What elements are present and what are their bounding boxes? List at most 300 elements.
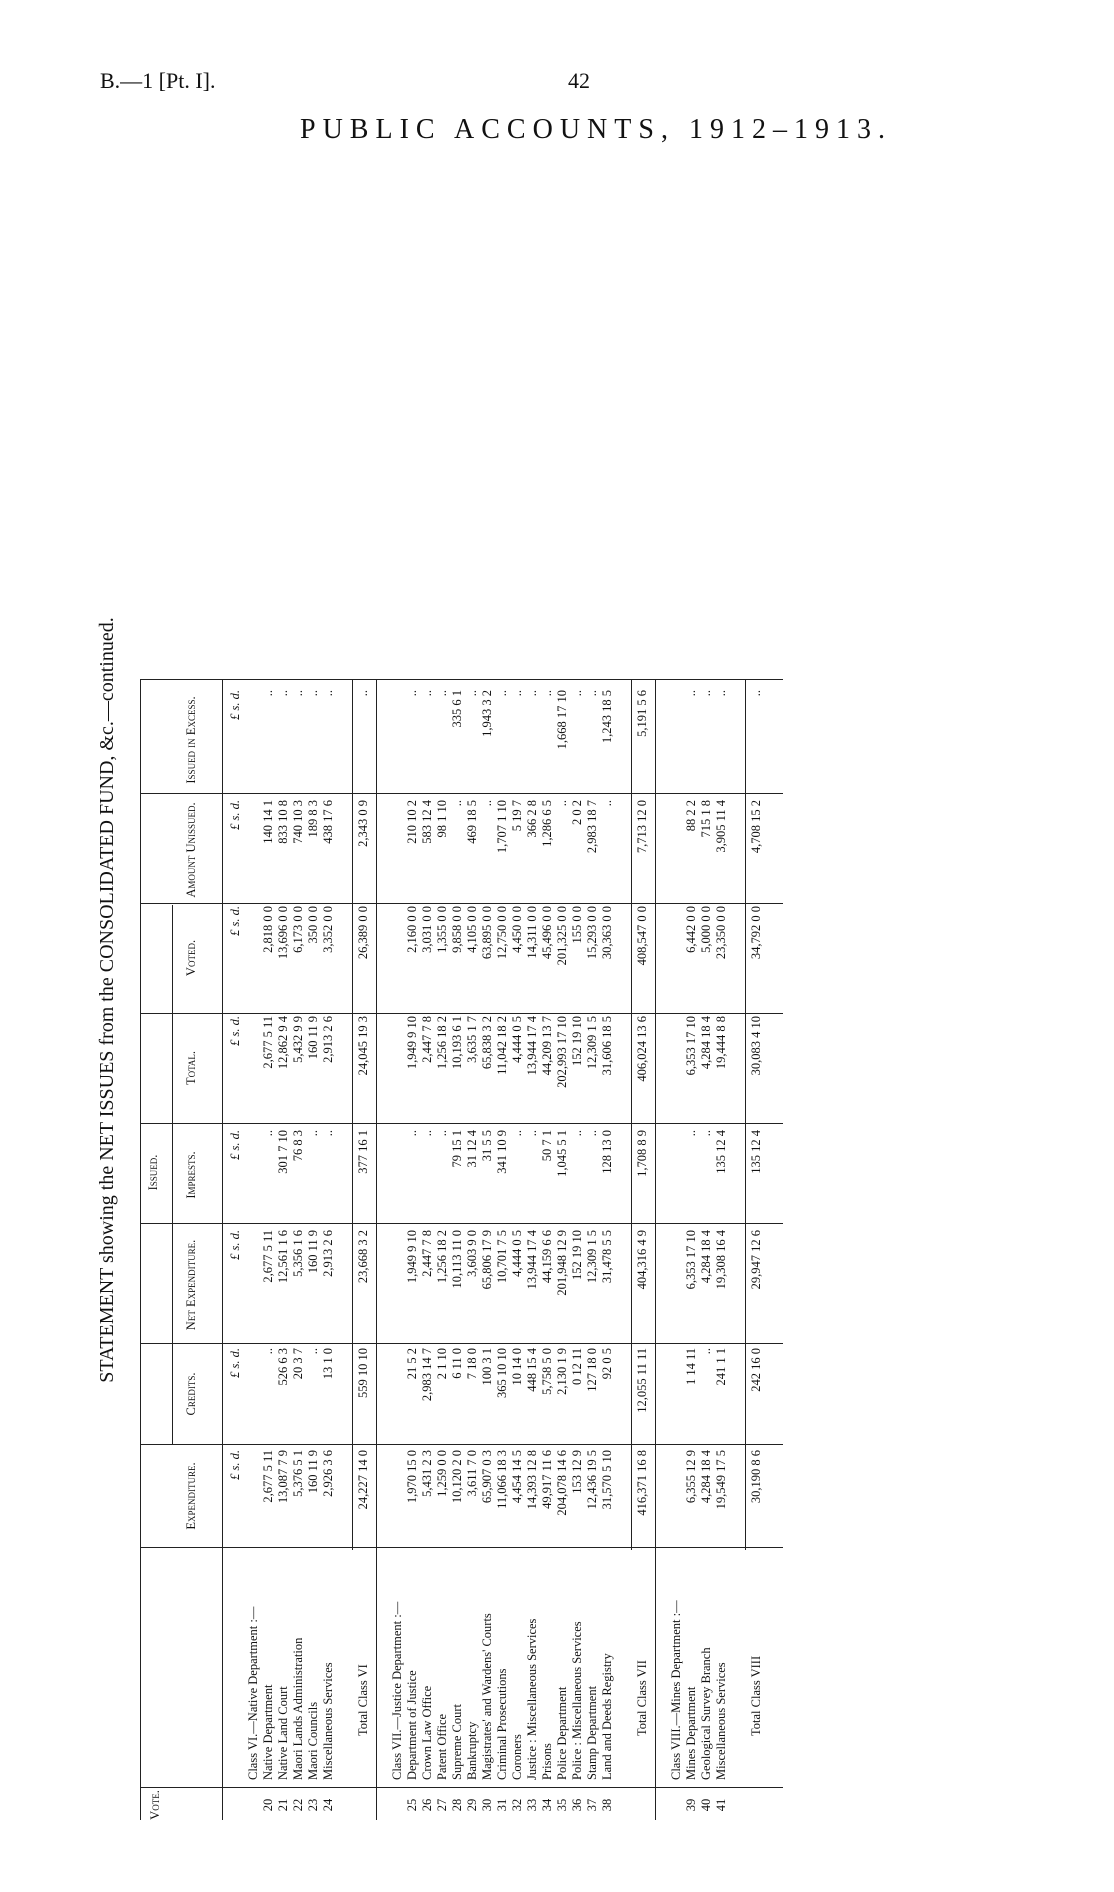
amount-cell: 13,944 17 4 [525,1016,539,1076]
vote-name: Criminal Prosecutions [495,1668,509,1780]
vote-name: Bankruptcy [465,1721,479,1780]
amount-cell: 5,758 5 0 [540,1348,554,1395]
amount-cell: 6,173 0 0 [291,906,305,953]
table-row [420,180,435,1820]
amount-cell: 2 0 2 [570,800,584,825]
vote-name: Mines Department [684,1686,698,1780]
amount-cell: 833 10 8 [276,800,290,844]
amount-cell: 2,447 7 8 [420,1016,434,1063]
vote-name: Magistrates' and Wardens' Courts [480,1613,494,1780]
section-heading: Class VII.—Justice Department :— [390,1601,404,1780]
amount-cell: 14,393 12 8 [525,1450,539,1510]
amount-cell: 13 1 0 [321,1348,335,1380]
class-total-label: Total Class VI [356,1664,370,1736]
class-total-row [749,180,764,1820]
vote-number: 26 [420,1798,434,1812]
amount-cell: 160 11 9 [306,1230,320,1274]
vote-name: Police Department [555,1686,569,1780]
total-amount-cell: 559 10 10 [356,1348,370,1398]
amount-cell: .. [321,690,335,697]
amount-cell: 31,570 5 10 [600,1450,614,1510]
amount-cell: 10,120 2 0 [450,1450,464,1504]
amount-cell: 201,948 12 9 [555,1230,569,1296]
vote-name: Miscellaneous Services [714,1662,728,1780]
amount-cell: .. [405,1130,419,1137]
page-title: PUBLIC ACCOUNTS, 1912–1913. [300,114,892,145]
amount-cell: 12,309 1 5 [585,1230,599,1284]
col-net-expenditure-header: Net Expenditure. [184,1239,198,1331]
amount-cell: 12,561 1 6 [276,1230,290,1284]
class-total-label: Total Class VII [635,1660,649,1736]
units-label: £ s. d. [228,1348,242,1378]
amount-cell: .. [261,1348,275,1355]
statement-caption: STATEMENT showing the NET ISSUES from the CONSOLIDATED FUND, &c.—continued. [96,617,118,1383]
vote-number: 37 [585,1798,599,1812]
column-rule [140,903,783,904]
table-row [600,180,615,1820]
amount-cell: 140 14 1 [261,800,275,844]
total-amount-cell: 29,947 12 6 [749,1230,763,1290]
amount-cell: 31,478 5 5 [600,1230,614,1284]
amount-cell: .. [570,1130,584,1137]
amount-cell: .. [306,1348,320,1355]
amount-cell: 14,311 0 0 [525,906,539,959]
vote-number: 30 [480,1798,494,1812]
amount-cell: 1,970 15 0 [405,1450,419,1504]
amount-cell: 210 10 2 [405,800,419,844]
total-rule [631,680,632,1550]
vote-number: 36 [570,1798,584,1812]
amount-cell: 3,352 0 0 [321,906,335,953]
amount-cell: 88 2 2 [684,800,698,832]
amount-cell: .. [699,1130,713,1137]
amount-cell: 23,350 0 0 [714,906,728,960]
amount-cell: 13,087 7 9 [276,1450,290,1504]
total-amount-cell: 1,708 8 9 [635,1130,649,1177]
units-label: £ s. d. [228,1450,242,1480]
class-total-row [356,180,371,1820]
total-amount-cell: 135 12 4 [749,1130,763,1174]
amount-cell: 12,750 0 0 [495,906,509,960]
table-row [684,180,699,1820]
amount-cell: 15,293 0 0 [585,906,599,960]
col-total-header: Total. [184,1050,198,1086]
amount-cell: .. [684,1130,698,1137]
amount-cell: 740 10 3 [291,800,305,844]
amount-cell: 1,949 9 10 [405,1016,419,1070]
amount-cell: 31,606 18 5 [600,1016,614,1076]
amount-cell: .. [699,690,713,697]
col-excess-header: Issued in Excess. [184,696,198,784]
vote-name: Prisons [540,1743,554,1780]
amount-cell: 4,454 14 5 [510,1450,524,1504]
amount-cell: 135 12 4 [714,1130,728,1174]
column-rule [140,1444,783,1445]
amount-cell: 4,444 0 5 [510,1016,524,1063]
column-rule [140,1123,783,1124]
amount-cell: .. [435,690,449,697]
amount-cell: 335 6 1 [450,690,464,728]
amount-cell: 583 12 4 [420,800,434,844]
amount-cell: 7 18 0 [465,1348,479,1380]
col-voted-header: Voted. [184,939,198,977]
vote-name: Patent Office [435,1713,449,1780]
amount-cell: 5,432 9 9 [291,1016,305,1063]
total-amount-cell: 30,190 8 6 [749,1450,763,1504]
total-amount-cell: .. [356,690,370,697]
table-row [480,180,495,1820]
amount-cell: 19,308 16 4 [714,1230,728,1290]
total-amount-cell: .. [749,690,763,697]
amount-cell: 50 7 1 [540,1130,554,1162]
amount-cell: 30,363 0 0 [600,906,614,960]
total-amount-cell: 408,547 0 0 [635,906,649,966]
amount-cell: 1,259 0 0 [435,1450,449,1497]
amount-cell: 13,696 0 0 [276,906,290,960]
total-amount-cell: 404,316 4 9 [635,1230,649,1290]
amount-cell: .. [420,1130,434,1137]
amount-cell: 204,078 14 6 [555,1450,569,1516]
amount-cell: 448 15 4 [525,1348,539,1392]
vote-number: 34 [540,1798,554,1812]
amount-cell: 4,450 0 0 [510,906,524,953]
vote-number: 38 [600,1798,614,1812]
amount-cell: 715 1 8 [699,800,713,838]
total-amount-cell: 12,055 11 11 [635,1348,649,1413]
amount-cell: .. [525,690,539,697]
amount-cell: 5,376 5 1 [291,1450,305,1497]
total-amount-cell: 23,668 3 2 [356,1230,370,1284]
total-rule [352,680,353,1550]
units-row [228,180,243,1820]
total-amount-cell: 26,389 0 0 [356,906,370,960]
total-amount-cell: 242 16 0 [749,1348,763,1392]
table-row [495,180,510,1820]
issued-subheader-rule [172,905,173,1445]
amount-cell: 6,355 12 9 [684,1450,698,1504]
amount-cell: 2,677 5 11 [261,1016,275,1069]
vote-name: Native Land Court [276,1686,290,1780]
amount-cell: 19,549 17 5 [714,1450,728,1510]
amount-cell: 0 12 11 [570,1348,584,1386]
amount-cell: 5 19 7 [510,800,524,832]
amount-cell: 44,159 6 6 [540,1230,554,1284]
vote-number: 32 [510,1798,524,1812]
amount-cell: 1,668 17 10 [555,690,569,750]
amount-cell: 10 14 0 [510,1348,524,1386]
amount-cell: .. [699,1348,713,1355]
amount-cell: 1,256 18 2 [435,1016,449,1070]
amount-cell: .. [465,690,479,697]
amount-cell: 31 12 4 [465,1130,479,1168]
amount-cell: 153 12 9 [570,1450,584,1494]
amount-cell: 4,444 0 5 [510,1230,524,1277]
amount-cell: 2,447 7 8 [420,1230,434,1277]
section-heading-row [669,180,684,1820]
amount-cell: 1,045 5 1 [555,1130,569,1177]
section-heading-row [246,180,261,1820]
class-total-row [635,180,650,1820]
table-row [435,180,450,1820]
total-amount-cell: 2,343 0 9 [356,800,370,847]
col-credits-header: Credits. [184,1372,198,1416]
amount-cell: 3,635 1 7 [465,1016,479,1063]
vote-name: Coroners [510,1734,524,1780]
amount-cell: .. [600,800,614,807]
amount-cell: 3,603 9 0 [465,1230,479,1277]
vote-number: 25 [405,1798,419,1812]
table-row [570,180,585,1820]
total-amount-cell: 406,024 13 6 [635,1016,649,1082]
total-amount-cell: 24,045 19 3 [356,1016,370,1076]
vote-number: 33 [525,1798,539,1812]
amount-cell: .. [261,690,275,697]
amount-cell: 1,943 3 2 [480,690,494,737]
vote-name: Stamp Department [585,1685,599,1780]
col-imprests-header: Imprests. [184,1151,198,1199]
table-row [465,180,480,1820]
amount-cell: 3,611 7 0 [465,1450,479,1497]
units-label: £ s. d. [228,690,242,720]
vote-number: 27 [435,1798,449,1812]
vote-name: Geological Survey Branch [699,1647,713,1780]
table-row [699,180,714,1820]
vote-name: Native Department [261,1684,275,1780]
amount-cell: 76 8 3 [291,1130,305,1162]
amount-cell: 1,243 18 5 [600,690,614,744]
amount-cell: 1,256 18 2 [435,1230,449,1284]
amount-cell: 11,066 18 3 [495,1450,509,1509]
amount-cell: 1,286 6 5 [540,800,554,847]
vote-number: 41 [714,1798,728,1812]
table-row [525,180,540,1820]
amount-cell: 155 0 0 [570,906,584,944]
col-vote-header: Vote. [148,1790,162,1820]
amount-cell: 2,926 3 6 [321,1450,335,1497]
table-row [510,180,525,1820]
amount-cell: 5,356 1 6 [291,1230,305,1277]
amount-cell: 63,895 0 0 [480,906,494,960]
amount-cell: 45,496 0 0 [540,906,554,960]
amount-cell: .. [261,1130,275,1137]
section-heading: Class VIII.—Mines Department :— [669,1600,683,1780]
amount-cell: 160 11 9 [306,1450,320,1494]
col-unissued-header: Amount Unissued. [184,802,198,898]
amount-cell: 65,806 17 9 [480,1230,494,1290]
amount-cell: 2,818 0 0 [261,906,275,953]
units-label: £ s. d. [228,800,242,830]
amount-cell: 2 1 10 [435,1348,449,1380]
table-row [405,180,420,1820]
amount-cell: .. [525,1130,539,1137]
amount-cell: 201,325 0 0 [555,906,569,966]
amount-cell: 526 6 3 [276,1348,290,1386]
amount-cell: .. [495,690,509,697]
amount-cell: .. [291,690,305,697]
section-heading-row [390,180,405,1820]
column-rule [140,1013,783,1014]
total-amount-cell: 4,708 15 2 [749,800,763,854]
amount-cell: .. [435,1130,449,1137]
amount-cell: 20 3 7 [291,1348,305,1380]
amount-cell: 3,905 11 4 [714,800,728,853]
column-rule [140,1547,783,1548]
amount-cell: 5,000 0 0 [699,906,713,953]
vote-number: 21 [276,1798,290,1812]
amount-cell: 5,431 2 3 [420,1450,434,1497]
amount-cell: 341 10 9 [495,1130,509,1174]
amount-cell: 2,160 0 0 [405,906,419,953]
amount-cell: 79 15 1 [450,1130,464,1168]
vote-name: Department of Justice [405,1670,419,1780]
total-amount-cell: 5,191 5 6 [635,690,649,737]
amount-cell: .. [480,800,494,807]
amount-cell: 4,284 18 4 [699,1230,713,1284]
header-rule-top [140,680,141,1820]
amount-cell: 202,993 17 10 [555,1016,569,1088]
amount-cell: 469 18 5 [465,800,479,844]
section-rule [376,680,377,1820]
amount-cell: 10,193 6 1 [450,1016,464,1070]
vote-number: 29 [465,1798,479,1812]
total-amount-cell: 7,713 12 0 [635,800,649,854]
vote-number: 35 [555,1798,569,1812]
col-issued-header: Issued. [146,1154,160,1191]
vote-name: Justice : Miscellaneous Services [525,1618,539,1780]
amount-cell: .. [510,690,524,697]
amount-cell: 11,042 18 2 [495,1016,509,1075]
vote-name: Crown Law Office [420,1685,434,1780]
amount-cell: 365 10 10 [495,1348,509,1398]
amount-cell: 128 13 0 [600,1130,614,1174]
amount-cell: 152 19 10 [570,1016,584,1066]
rotated-statement-frame [96,180,1055,1820]
amount-cell: 189 8 3 [306,800,320,838]
amount-cell: 12,309 1 5 [585,1016,599,1070]
document-reference: B.—1 [Pt. I]. [100,68,216,93]
units-label: £ s. d. [228,1130,242,1160]
amount-cell: 92 0 5 [600,1348,614,1380]
amount-cell: .. [570,690,584,697]
amount-cell: 366 2 8 [525,800,539,838]
amount-cell: 10,113 11 0 [450,1230,464,1289]
vote-name: Police : Miscellaneous Services [570,1621,584,1780]
amount-cell: 2,913 2 6 [321,1230,335,1277]
amount-cell: 13,944 17 4 [525,1230,539,1290]
amount-cell: 2,130 1 9 [555,1348,569,1395]
units-label: £ s. d. [228,1016,242,1046]
amount-cell: 438 17 6 [321,800,335,844]
amount-cell: 19,444 8 8 [714,1016,728,1070]
amount-cell: .. [306,1130,320,1137]
vote-number: 39 [684,1798,698,1812]
vote-name: Land and Deeds Registry [600,1653,614,1780]
amount-cell: .. [585,690,599,697]
amount-cell: 350 0 0 [306,906,320,944]
units-label: £ s. d. [228,1230,242,1260]
amount-cell: 21 5 2 [405,1348,419,1380]
amount-cell: 12,436 19 5 [585,1450,599,1510]
amount-cell: 4,284 18 4 [699,1450,713,1504]
amount-cell: 6,353 17 10 [684,1230,698,1290]
amount-cell: 65,907 0 3 [480,1450,494,1504]
total-amount-cell: 24,227 14 0 [356,1450,370,1510]
amount-cell: .. [684,690,698,697]
amount-cell: .. [714,690,728,697]
vote-number: 40 [699,1798,713,1812]
table-row [585,180,600,1820]
amount-cell: .. [585,1130,599,1137]
table-row [450,180,465,1820]
amount-cell: .. [405,690,419,697]
table-row [714,180,729,1820]
amount-cell: 2,677 5 11 [261,1230,275,1283]
amount-cell: 241 1 1 [714,1348,728,1386]
vote-name: Maori Councils [306,1701,320,1780]
amount-cell: 31 5 5 [480,1130,494,1162]
amount-cell: 2,983 14 7 [420,1348,434,1402]
amount-cell: 6,353 17 10 [684,1016,698,1076]
total-amount-cell: 416,371 16 8 [635,1450,649,1516]
amount-cell: 10,701 7 5 [495,1230,509,1284]
vote-number: 28 [450,1798,464,1812]
amount-cell: 1,355 0 0 [435,906,449,953]
amount-cell: 4,284 18 4 [699,1016,713,1070]
amount-cell: 65,838 3 2 [480,1016,494,1070]
amount-cell: 1,949 9 10 [405,1230,419,1284]
amount-cell: 1 14 11 [684,1348,698,1386]
statement-table [96,180,1055,1820]
vote-number: 20 [261,1798,275,1812]
amount-cell: 6 11 0 [450,1348,464,1379]
table-row [555,180,570,1820]
table-row [306,180,321,1820]
amount-cell: 100 3 1 [480,1348,494,1386]
page-number: 42 [568,68,590,93]
column-rule [140,679,783,680]
section-heading: Class VI.—Native Department :— [246,1606,260,1780]
vote-number: 23 [306,1798,320,1812]
header-rule-bottom [222,680,223,1820]
total-amount-cell: 30,083 4 10 [749,1016,763,1076]
amount-cell: 2,913 2 6 [321,1016,335,1063]
column-rule [140,1223,783,1224]
amount-cell: 152 19 10 [570,1230,584,1280]
amount-cell: 44,209 13 7 [540,1016,554,1076]
amount-cell: 98 1 10 [435,800,449,838]
section-rule [655,680,656,1820]
class-total-label: Total Class VIII [749,1655,763,1736]
table-row [321,180,336,1820]
amount-cell: 9,858 0 0 [450,906,464,953]
vote-name: Maori Lands Administration [291,1637,305,1780]
total-amount-cell: 377 16 1 [356,1130,370,1174]
vote-number: 22 [291,1798,305,1812]
amount-cell: 160 11 9 [306,1016,320,1060]
column-rule [140,1787,783,1788]
amount-cell: .. [510,1130,524,1137]
table-row [261,180,276,1820]
amount-cell: .. [540,690,554,697]
amount-cell: .. [420,690,434,697]
amount-cell: .. [306,690,320,697]
amount-cell: 301 7 10 [276,1130,290,1174]
total-rule [745,680,746,1550]
table-row [540,180,555,1820]
amount-cell: 49,917 11 6 [540,1450,554,1509]
vote-number: 31 [495,1798,509,1812]
column-rule [140,1343,783,1344]
